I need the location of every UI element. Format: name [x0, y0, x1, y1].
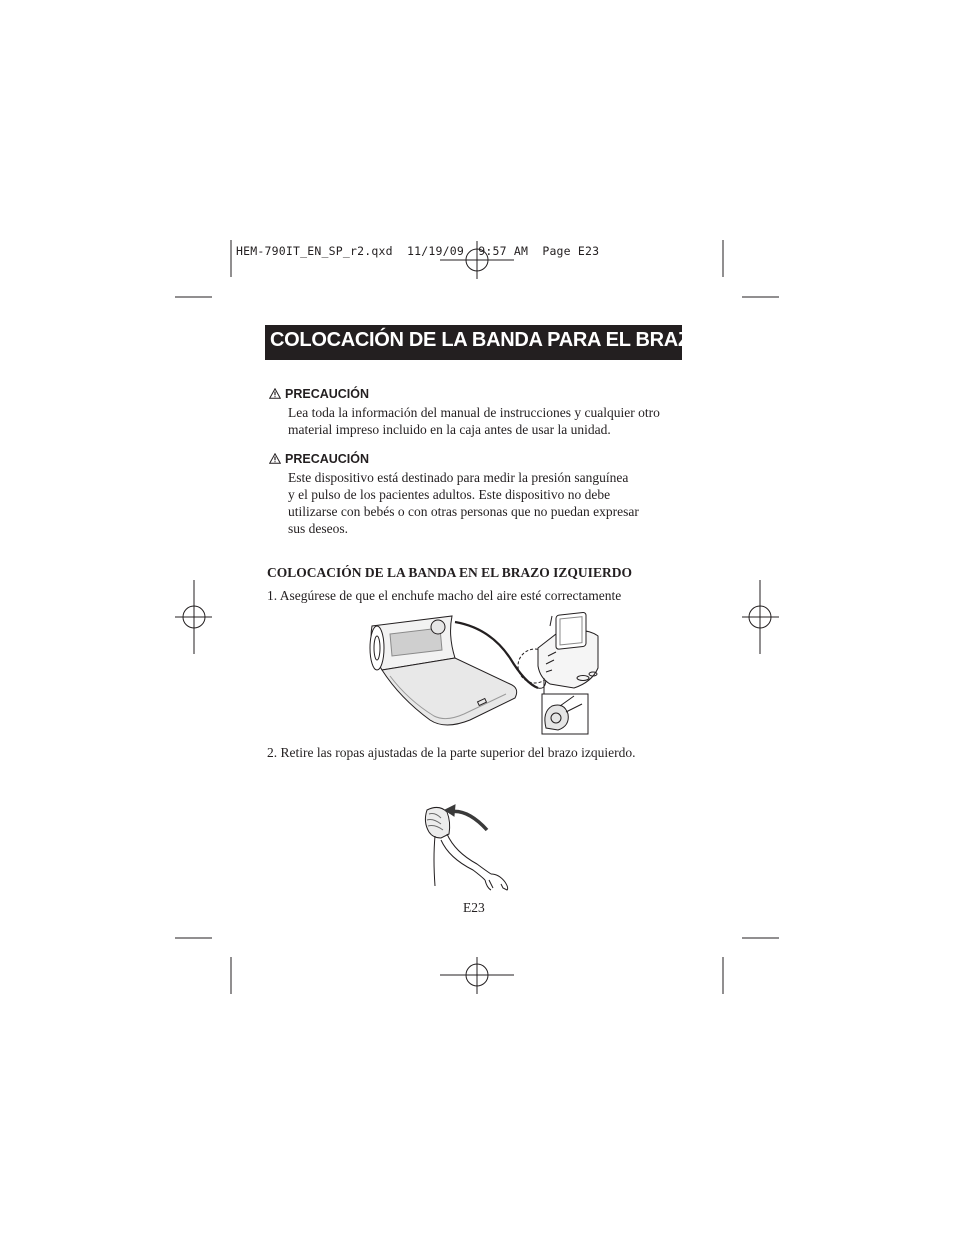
caution-2-line-4: sus deseos.	[288, 521, 348, 536]
page-number: E23	[463, 900, 485, 915]
caution-heading-1	[269, 387, 369, 402]
caution-1-line-2: material impreso incluido en la caja antes de usar la unidad.	[288, 422, 611, 437]
caution-heading-2	[269, 452, 369, 467]
arm-illustration	[415, 800, 515, 892]
caution-text-2	[288, 469, 639, 537]
caution-2-line-2: y el pulso de los pacientes adultos. Este dispositivo no debe	[288, 487, 611, 502]
caution-1-line-1: Lea toda la información del manual de instrucciones y cualquier otro	[288, 405, 660, 420]
printer-slug-line: HEM-790IT_EN_SP_r2.qxd 11/19/09 9:57 AM Page E23	[236, 244, 600, 258]
subsection-title: COLOCACIÓN DE LA BANDA EN EL BRAZO IZQUIERDO	[267, 565, 632, 580]
cuff-and-monitor-illustration	[360, 608, 600, 738]
caution-heading-1-label: PRECAUCIÓN	[285, 387, 370, 401]
step-2-text: 2. Retire las ropas ajustadas de la parte superior del brazo izquierdo.	[267, 745, 636, 760]
warning-triangle-icon	[269, 453, 281, 467]
caution-text-1	[288, 404, 660, 438]
warning-triangle-icon	[269, 388, 281, 402]
step-1-text: 1. Asegúrese de que el enchufe macho del aire esté correctamente	[267, 588, 622, 603]
caution-heading-2-label: PRECAUCIÓN	[285, 452, 370, 466]
caution-2-line-1: Este dispositivo está destinado para medir la presión sanguínea	[288, 470, 629, 485]
section-title: COLOCACIÓN DE LA BANDA PARA EL BRAZO	[270, 329, 706, 351]
caution-2-line-3: utilizarse con bebés o con otras personas que no puedan expresar	[288, 504, 639, 519]
